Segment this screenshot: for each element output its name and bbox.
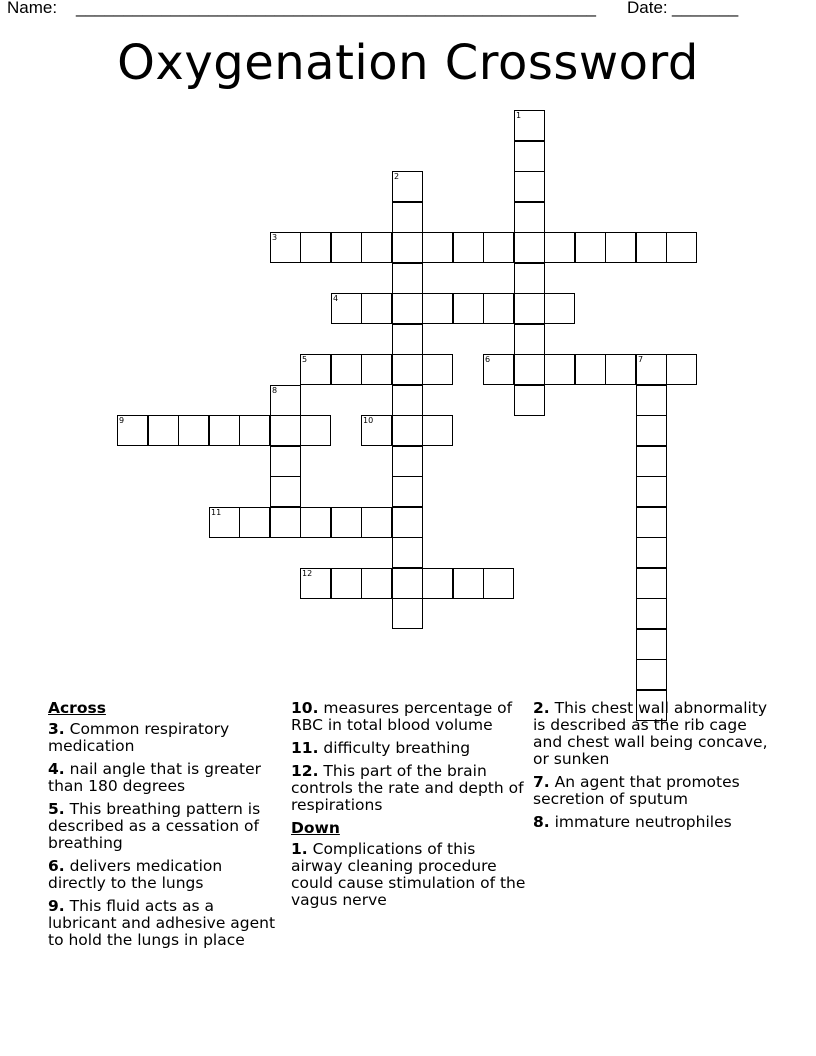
grid-cell[interactable] — [178, 415, 209, 446]
grid-cell[interactable] — [636, 354, 667, 385]
clue-across-10: 10. measures percentage of RBC in total blood volume — [291, 699, 513, 734]
grid-cell[interactable] — [300, 415, 331, 446]
grid-cell[interactable] — [636, 446, 667, 477]
grid-cell[interactable] — [636, 659, 667, 690]
grid-cell[interactable] — [209, 507, 240, 538]
grid-cell[interactable] — [575, 354, 606, 385]
grid-cell[interactable] — [392, 537, 423, 568]
grid-cell[interactable] — [331, 354, 362, 385]
grid-cell[interactable] — [514, 232, 545, 263]
clue-number: 1 — [516, 111, 522, 120]
grid-cell[interactable] — [514, 385, 545, 416]
grid-cell[interactable] — [239, 507, 270, 538]
grid-cell[interactable] — [392, 324, 423, 355]
grid-cell[interactable] — [636, 629, 667, 660]
clue-across-9: 9. This fluid acts as a lubricant and adhesive agent to hold the lungs in place — [48, 897, 276, 949]
clues-column-3 — [533, 700, 769, 837]
clue-number: 5 — [302, 355, 308, 364]
grid-cell[interactable] — [483, 293, 514, 324]
grid-cell[interactable] — [270, 476, 301, 507]
name-label: Name: — [7, 0, 58, 17]
grid-cell[interactable] — [514, 293, 545, 324]
grid-cell[interactable] — [514, 202, 545, 233]
grid-cell[interactable] — [331, 232, 362, 263]
grid-cell[interactable] — [392, 385, 423, 416]
across-heading: Across — [48, 699, 106, 717]
grid-cell[interactable] — [270, 446, 301, 477]
grid-cell[interactable] — [209, 415, 240, 446]
grid-cell[interactable] — [514, 263, 545, 294]
grid-cell[interactable] — [392, 415, 423, 446]
grid-cell[interactable] — [361, 568, 392, 599]
grid-cell[interactable] — [331, 507, 362, 538]
grid-cell[interactable] — [605, 232, 636, 263]
grid-cell[interactable] — [392, 354, 423, 385]
grid-cell[interactable] — [544, 232, 575, 263]
name-blank-line[interactable]: _______________________________________________________ — [76, 0, 597, 17]
clue-number: 7 — [638, 355, 644, 364]
grid-cell[interactable] — [392, 568, 423, 599]
clue-number: 3 — [272, 233, 278, 242]
grid-cell[interactable] — [361, 507, 392, 538]
grid-cell[interactable] — [361, 354, 392, 385]
clue-across-3: 3. Common respiratory medication — [48, 720, 230, 755]
grid-cell[interactable] — [636, 476, 667, 507]
grid-cell[interactable] — [636, 537, 667, 568]
clue-number: 8 — [272, 386, 278, 395]
grid-cell[interactable] — [270, 232, 301, 263]
clue-down-2: 2. This chest wall abnormality is described as the rib cage and chest wall being concave, or sunken — [533, 699, 768, 768]
clue-across-4: 4. nail angle that is greater than 180 degrees — [48, 760, 262, 795]
grid-cell[interactable] — [636, 232, 667, 263]
page-title: Oxygenation Crossword — [117, 35, 699, 91]
clue-number: 2 — [394, 172, 400, 181]
grid-cell[interactable] — [422, 568, 453, 599]
grid-cell[interactable] — [270, 507, 301, 538]
grid-cell[interactable] — [117, 415, 148, 446]
grid-cell[interactable] — [666, 232, 697, 263]
grid-cell[interactable] — [483, 232, 514, 263]
grid-cell[interactable] — [636, 507, 667, 538]
grid-cell[interactable] — [392, 446, 423, 477]
clue-across-11: 11. difficulty breathing — [291, 739, 471, 757]
clue-down-8: 8. immature neutrophiles — [533, 813, 732, 831]
grid-cell[interactable] — [300, 232, 331, 263]
grid-cell[interactable] — [392, 202, 423, 233]
grid-cell[interactable] — [270, 385, 301, 416]
grid-cell[interactable] — [392, 476, 423, 507]
grid-cell[interactable] — [148, 415, 179, 446]
grid-cell[interactable] — [636, 598, 667, 629]
grid-cell[interactable] — [514, 171, 545, 202]
grid-cell[interactable] — [514, 110, 545, 141]
grid-cell[interactable] — [331, 293, 362, 324]
clue-down-7: 7. An agent that promotes secretion of sputum — [533, 773, 740, 808]
grid-cell[interactable] — [392, 171, 423, 202]
grid-cell[interactable] — [392, 263, 423, 294]
grid-cell[interactable] — [453, 232, 484, 263]
clue-number: 10 — [363, 416, 374, 425]
grid-cell[interactable] — [544, 293, 575, 324]
grid-cell[interactable] — [392, 293, 423, 324]
grid-cell[interactable] — [392, 232, 423, 263]
grid-cell[interactable] — [422, 354, 453, 385]
grid-cell[interactable] — [422, 232, 453, 263]
grid-cell[interactable] — [300, 507, 331, 538]
date-blank-line[interactable]: _______ — [672, 0, 739, 17]
grid-cell[interactable] — [331, 568, 362, 599]
grid-cell[interactable] — [422, 415, 453, 446]
grid-cell[interactable] — [514, 324, 545, 355]
grid-cell[interactable] — [422, 293, 453, 324]
grid-cell[interactable] — [453, 293, 484, 324]
grid-cell[interactable] — [453, 568, 484, 599]
grid-cell[interactable] — [514, 354, 545, 385]
grid-cell[interactable] — [575, 232, 606, 263]
grid-cell[interactable] — [361, 415, 392, 446]
grid-cell[interactable] — [270, 415, 301, 446]
grid-cell[interactable] — [605, 354, 636, 385]
grid-cell[interactable] — [392, 598, 423, 629]
grid-cell[interactable] — [544, 354, 575, 385]
clue-across-12: 12. This part of the brain controls the rate and depth of respirations — [291, 762, 524, 814]
clue-across-5: 5. This breathing pattern is described as a cessation of breathing — [48, 800, 261, 852]
clue-number: 11 — [211, 508, 222, 517]
clue-across-6: 6. delivers medication directly to the lungs — [48, 857, 223, 892]
clue-number: 4 — [333, 294, 339, 303]
grid-cell[interactable] — [636, 415, 667, 446]
grid-cell[interactable] — [636, 385, 667, 416]
grid-cell[interactable] — [483, 354, 514, 385]
clue-down-1: 1. Complications of this airway cleaning procedure could cause stimulation of the vagus nerve — [291, 840, 526, 909]
grid-cell[interactable] — [361, 293, 392, 324]
grid-cell[interactable] — [666, 354, 697, 385]
clue-number: 12 — [302, 569, 313, 578]
grid-cell[interactable] — [514, 141, 545, 172]
down-heading: Down — [291, 819, 340, 837]
grid-cell[interactable] — [483, 568, 514, 599]
grid-cell[interactable] — [300, 568, 331, 599]
grid-cell[interactable] — [300, 354, 331, 385]
grid-cell[interactable] — [239, 415, 270, 446]
date-label: Date: — [627, 0, 668, 17]
clues-column-1 — [48, 700, 284, 955]
clue-number: 6 — [485, 355, 491, 364]
grid-cell[interactable] — [392, 507, 423, 538]
clues-column-2 — [291, 700, 527, 915]
clue-number: 9 — [119, 416, 125, 425]
grid-cell[interactable] — [636, 568, 667, 599]
grid-cell[interactable] — [361, 232, 392, 263]
